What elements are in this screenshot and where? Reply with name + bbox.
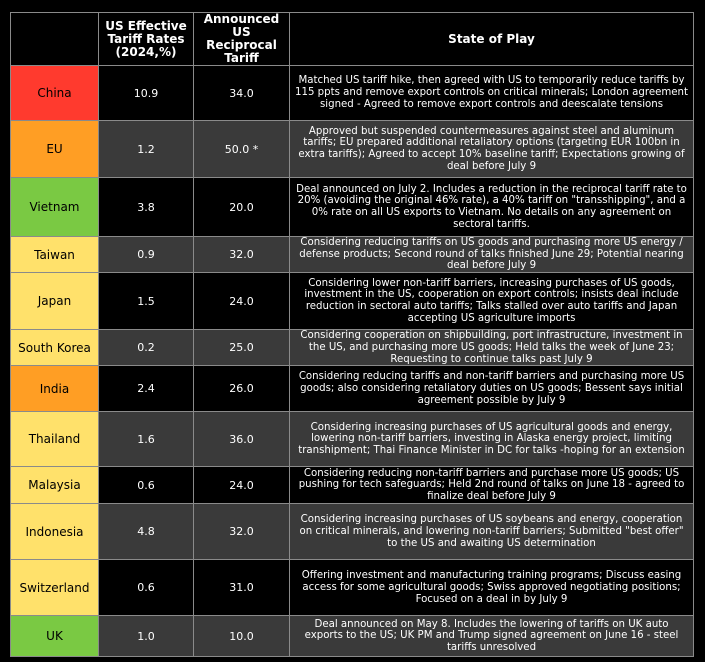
state-of-play-cell: Considering reducing tariffs on US goods and purchasing more US energy / defense products; Second round of talks finished June 29; Potential nearing deal before July 9 (290, 237, 694, 273)
state-of-play-header: State of Play (290, 13, 694, 66)
reciprocal-tariff-cell: 20.0 (194, 178, 290, 237)
country-cell: Malaysia (11, 467, 99, 504)
state-of-play-cell: Matched US tariff hike, then agreed with US to temporarily reduce tariffs by 115 ppts and remove export controls on critical minerals; London agreement signed - Agreed to remove export controls and deescalate tensions (290, 66, 694, 121)
state-of-play-cell: Deal announced on July 2. Includes a reduction in the reciprocal tariff rate to 20% (avoiding the original 46% rate), a 40% tariff on "transshipping", and a 0% rate on all US exports to Vietnam. No details on any agreement on sectoral tariffs. (290, 178, 694, 237)
effective-rate-cell: 1.6 (99, 412, 194, 467)
country-cell: South Korea (11, 330, 99, 366)
country-cell: UK (11, 616, 99, 657)
effective-rate-cell: 4.8 (99, 504, 194, 560)
table-row (11, 237, 694, 273)
country-cell: Indonesia (11, 504, 99, 560)
reciprocal-tariff-cell: 36.0 (194, 412, 290, 467)
reciprocal-tariff-cell: 10.0 (194, 616, 290, 657)
effective-rate-cell: 2.4 (99, 366, 194, 412)
table-row (11, 467, 694, 504)
reciprocal-tariff-cell: 24.0 (194, 467, 290, 504)
table-row (11, 66, 694, 121)
country-cell: EU (11, 121, 99, 178)
effective-rate-cell: 1.0 (99, 616, 194, 657)
effective-rate-header: US Effective Tariff Rates (2024,%) (99, 13, 194, 66)
effective-rate-cell: 0.9 (99, 237, 194, 273)
tariff-table (10, 12, 694, 657)
effective-rate-cell: 1.5 (99, 273, 194, 330)
country-cell: Thailand (11, 412, 99, 467)
reciprocal-tariff-cell: 32.0 (194, 237, 290, 273)
country-cell: Vietnam (11, 178, 99, 237)
state-of-play-cell: Considering reducing tariffs and non-tariff barriers and purchasing more US goods; also considering retaliatory duties on US goods; Bessent says initial agreement possible by July 9 (290, 366, 694, 412)
table-row (11, 412, 694, 467)
table-row (11, 121, 694, 178)
state-of-play-cell: Considering increasing purchases of US soybeans and energy, cooperation on critical minerals, and lowering non-tariff barriers; Submitted "best offer" to the US and awaiting US determination (290, 504, 694, 560)
country-cell: Japan (11, 273, 99, 330)
reciprocal-tariff-cell: 25.0 (194, 330, 290, 366)
reciprocal-tariff-cell: 24.0 (194, 273, 290, 330)
effective-rate-cell: 0.2 (99, 330, 194, 366)
header-row (11, 13, 694, 66)
state-of-play-cell: Considering increasing purchases of US agricultural goods and energy, lowering non-tariff barriers, investing in Alaska energy project, limiting transhipment; Thai Finance Minister in DC for talks -hoping for an extension (290, 412, 694, 467)
table-row (11, 560, 694, 616)
reciprocal-tariff-header: Announced US Reciprocal Tariff (194, 13, 290, 66)
state-of-play-cell: Approved but suspended countermeasures against steel and aluminum tariffs; EU prepared additional retaliatory options (targeting EUR 100bn in extra tariffs); Agreed to accept 10% baseline tariff; Expectations growing of deal before July 9 (290, 121, 694, 178)
effective-rate-cell: 10.9 (99, 66, 194, 121)
table-row (11, 616, 694, 657)
reciprocal-tariff-cell: 50.0 * (194, 121, 290, 178)
table-row (11, 504, 694, 560)
reciprocal-tariff-cell: 32.0 (194, 504, 290, 560)
country-cell: Taiwan (11, 237, 99, 273)
reciprocal-tariff-cell: 26.0 (194, 366, 290, 412)
state-of-play-cell: Considering cooperation on shipbuilding, port infrastructure, investment in the US, and purchasing more US goods; Held talks the week of June 23; Requesting to continue talks past July 9 (290, 330, 694, 366)
effective-rate-cell: 1.2 (99, 121, 194, 178)
country-cell: India (11, 366, 99, 412)
effective-rate-cell: 3.8 (99, 178, 194, 237)
country-cell: China (11, 66, 99, 121)
table-row (11, 273, 694, 330)
country-header (11, 13, 99, 66)
country-cell: Switzerland (11, 560, 99, 616)
effective-rate-cell: 0.6 (99, 560, 194, 616)
effective-rate-cell: 0.6 (99, 467, 194, 504)
table-row (11, 330, 694, 366)
reciprocal-tariff-cell: 31.0 (194, 560, 290, 616)
table-row (11, 366, 694, 412)
state-of-play-cell: Deal announced on May 8. Includes the lowering of tariffs on UK auto exports to the US; UK PM and Trump signed agreement on June 16 - steel tariffs unresolved (290, 616, 694, 657)
state-of-play-cell: Considering reducing non-tariff barriers and purchase more US goods; US pushing for tech safeguards; Held 2nd round of talks on June 18 - agreed to finalize deal before July 9 (290, 467, 694, 504)
table-row (11, 178, 694, 237)
state-of-play-cell: Considering lower non-tariff barriers, increasing purchases of US goods, investment in the US, cooperation on export controls; insists deal include reduction in sectoral auto tariffs; Talks stalled over auto tariffs and Japan accepting US agriculture imports (290, 273, 694, 330)
state-of-play-cell: Offering investment and manufacturing training programs; Discuss easing access for some agricultural goods; Swiss approved negotiating positions; Focused on a deal in by July 9 (290, 560, 694, 616)
reciprocal-tariff-cell: 34.0 (194, 66, 290, 121)
